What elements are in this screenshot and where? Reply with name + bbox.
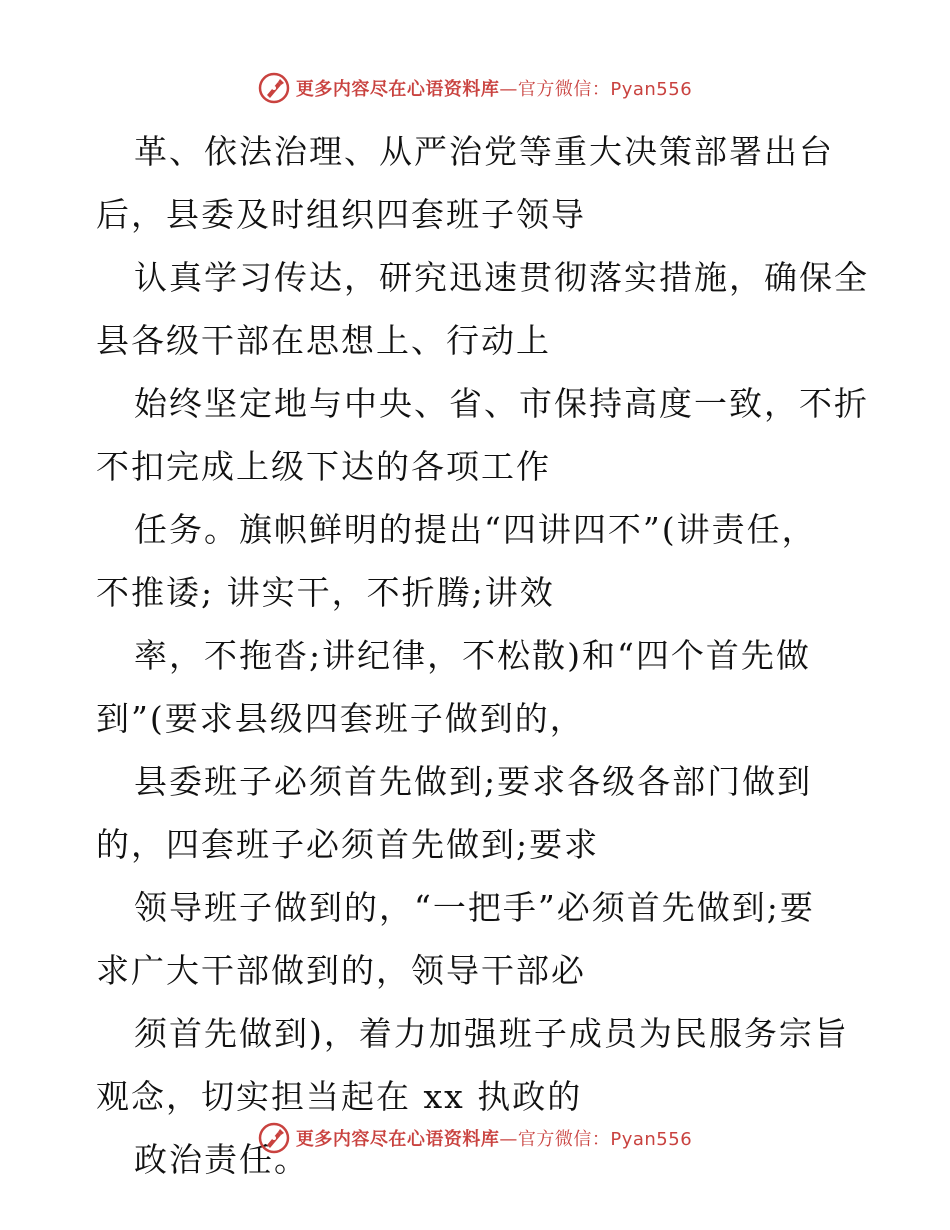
text-line: 始终坚定地与中央、省、市保持高度一致，不折 [134, 384, 869, 423]
text-line: 任务。旗帜鲜明的提出“四讲四不”(讲责任， [134, 510, 817, 549]
watermark-main: 更多内容尽在心语资料库 [295, 79, 500, 100]
text-line: 革、依法治理、从严治党等重大决策部署出台 [134, 132, 834, 171]
text-line: 的，四套班子必须首先做到;要求 [96, 825, 600, 864]
pen-circle-icon [258, 1122, 290, 1154]
pen-circle-icon [258, 72, 290, 104]
watermark-separator: — [499, 79, 518, 100]
document-body [96, 122, 869, 1193]
text-line: 后，县委及时组织四套班子领导 [96, 195, 586, 234]
text-line: 率，不拖沓;讲纪律，不松散)和“四个首先做 [134, 636, 811, 675]
text-line: 求广大干部做到的，领导干部必 [96, 951, 586, 990]
text-line: 不扣完成上级下达的各项工作 [96, 447, 551, 486]
text-line: 政治责任。 [134, 1140, 309, 1179]
text-line: 观念，切实担当起在 xx 执政的 [96, 1077, 583, 1116]
text-line: 县各级干部在思想上、行动上 [96, 321, 551, 360]
text-line: 不推诿; 讲实干，不折腾;讲效 [96, 573, 555, 612]
watermark-text [296, 75, 692, 101]
text-line: 到”(要求县级四套班子做到的， [96, 699, 585, 738]
watermark-text [296, 1125, 692, 1151]
watermark-contact: 官方微信：Pyan556 [517, 1129, 693, 1150]
text-line: 县委班子必须首先做到;要求各级各部门做到 [134, 762, 813, 801]
watermark-contact: 官方微信：Pyan556 [517, 79, 693, 100]
text-line: 认真学习传达，研究迅速贯彻落实措施，确保全 [134, 258, 869, 297]
footer-watermark [0, 1122, 950, 1154]
watermark-separator: — [499, 1129, 518, 1150]
header-watermark [0, 72, 950, 104]
text-line: 领导班子做到的，“一把手”必须首先做到;要 [134, 888, 815, 927]
text-line: 须首先做到)，着力加强班子成员为民服务宗旨 [134, 1014, 849, 1053]
watermark-main: 更多内容尽在心语资料库 [295, 1129, 500, 1150]
